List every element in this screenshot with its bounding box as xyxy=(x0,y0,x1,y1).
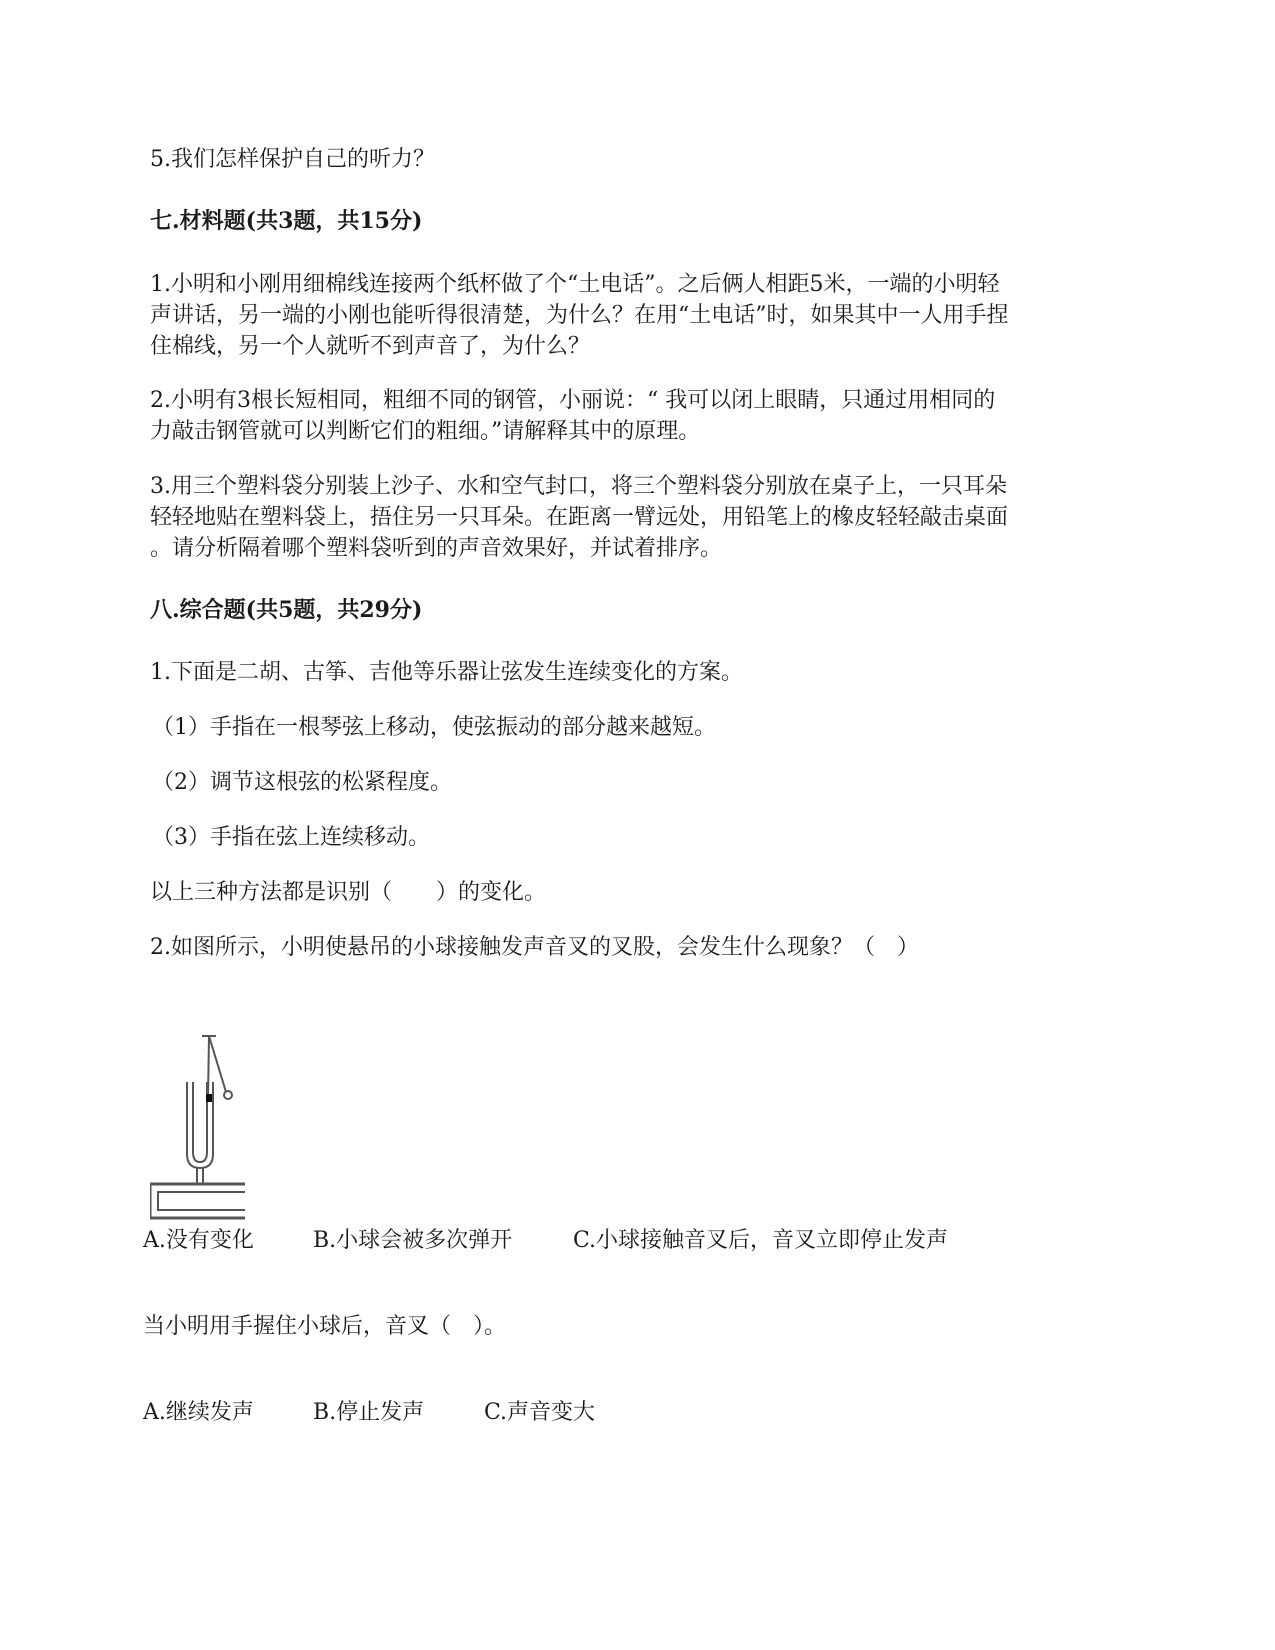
ball-contact xyxy=(206,1094,212,1102)
s7-q2-line2: 力敲击钢管就可以判断它们的粗细。”请解释其中的原理。 xyxy=(150,419,701,444)
q2b-option-c: C.声音变大 xyxy=(484,1400,596,1425)
s7-q1-line1: 1.小明和小刚用细棉线连接两个纸杯做了个“土电话”。之后俩人相距5米，一端的小明轻 xyxy=(150,272,1000,297)
s8-q2-stem: 2.如图所示，小明使悬吊的小球接触发声音叉的叉股，会发生什么现象？（ ） xyxy=(150,935,919,960)
s8-q1-stem: 1.下面是二胡、古筝、吉他等乐器让弦发生连续变化的方案。 xyxy=(150,660,743,685)
q2b-option-b: B.停止发声 xyxy=(313,1400,425,1425)
string-vertical xyxy=(208,1036,209,1098)
s8-q1-item-3: （3）手指在弦上连续移动。 xyxy=(152,825,430,850)
section-7-heading: 七.材料题(共3题，共15分) xyxy=(150,208,423,234)
pendulum-ball xyxy=(224,1091,232,1099)
q2-option-c: C.小球接触音叉后，音叉立即停止发声 xyxy=(573,1228,949,1253)
fork-inner xyxy=(193,1082,207,1162)
section-8-heading: 八.综合题(共5题，共29分) xyxy=(150,597,423,623)
s7-q1-line3: 住棉线，另一个人就听不到声音了，为什么？ xyxy=(150,334,591,359)
s7-q3-line2: 轻轻地贴在塑料袋上，捂住另一只耳朵。在距离一臂远处，用铅笔上的橡皮轻轻敲击桌面 xyxy=(150,505,1009,530)
q2-option-b: B.小球会被多次弹开 xyxy=(313,1228,513,1253)
string-angled xyxy=(209,1036,226,1092)
base-box xyxy=(150,1184,245,1218)
q2b-option-a: A.继续发声 xyxy=(143,1400,254,1425)
q2-option-a: A.没有变化 xyxy=(143,1228,254,1253)
s7-q2-line1: 2.小明有3根长短相同，粗细不同的钢管，小丽说：“ 我可以闭上眼睛，只通过用相同的 xyxy=(150,388,996,413)
q2-follow-up: 当小明用手握住小球后，音叉（ ）。 xyxy=(143,1314,507,1339)
tuning-fork-figure xyxy=(150,1032,260,1232)
s7-q3-line3: 。请分析隔着哪个塑料袋听到的声音效果好，并试着排序。 xyxy=(150,536,723,561)
question-5: 5.我们怎样保护自己的听力？ xyxy=(150,147,435,172)
s7-q1-line2: 声讲话，另一端的小刚也能听得很清楚，为什么？在用“土电话”时，如果其中一人用手捏 xyxy=(150,303,1009,328)
s8-q1-item-1: （1）手指在一根琴弦上移动，使弦振动的部分越来越短。 xyxy=(152,715,716,740)
s7-q3-line1: 3.用三个塑料袋分别装上沙子、水和空气封口，将三个塑料袋分别放在桌子上，一只耳朵 xyxy=(150,474,1007,499)
s8-q1-conclusion: 以上三种方法都是识别（ ）的变化。 xyxy=(150,880,547,905)
s8-q1-item-2: （2）调节这根弦的松紧程度。 xyxy=(152,770,452,795)
